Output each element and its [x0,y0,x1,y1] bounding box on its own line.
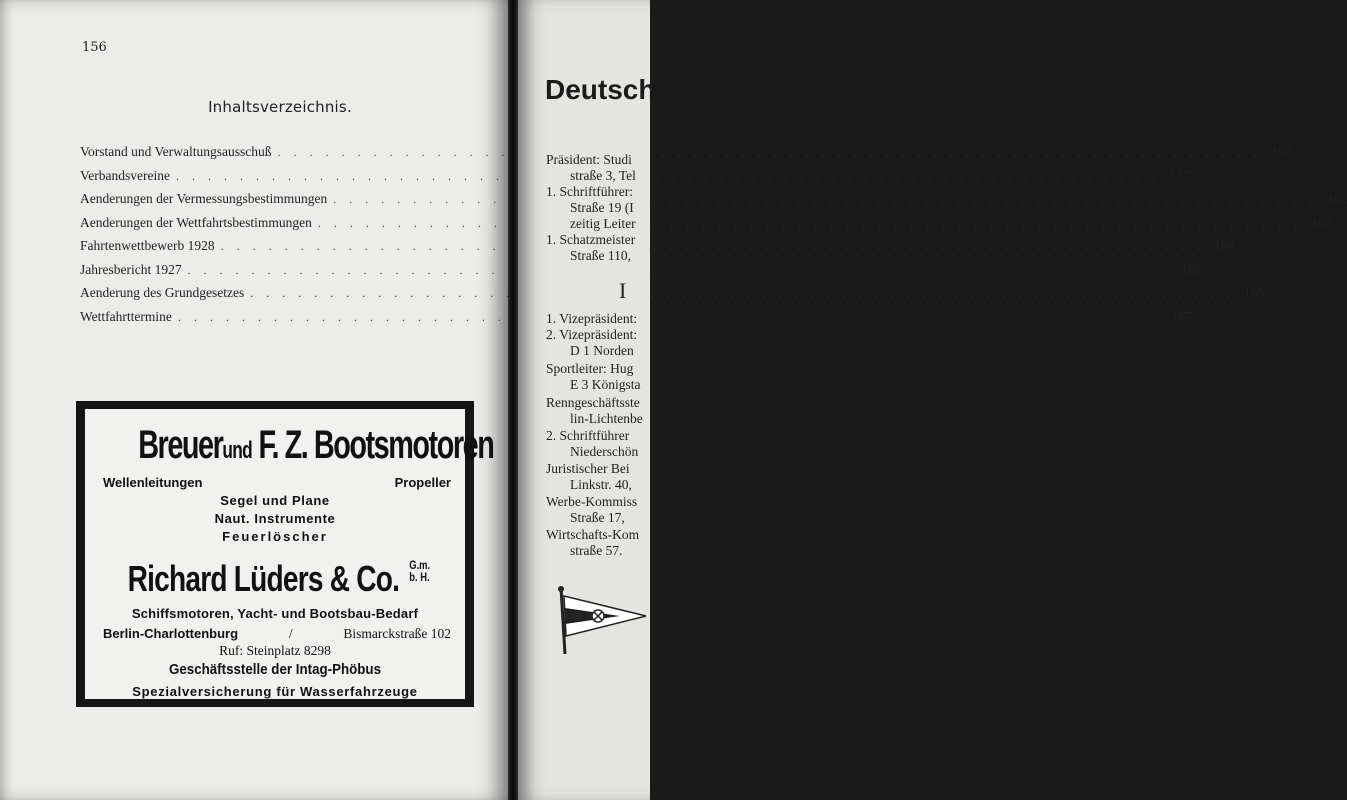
toc-entry-page: 167 [1171,308,1192,324]
right-page [518,0,672,800]
right-page-line: 1. Schatzmeister [546,232,636,247]
right-page-line: Sportleiter: Hug [546,361,634,376]
right-page-section-letter: I [619,278,627,303]
ad-gmbh-bottom: b. H. [409,570,430,584]
ad-headline-und: und [222,437,252,464]
advertisement-box [76,401,494,707]
toc-entry-page: 166 [1243,285,1265,300]
toc-title: Inhaltsverzeichnis. [208,98,352,116]
ad-feuer-line: Feuerlöscher [222,529,328,544]
ad-propeller: Propeller [394,475,451,490]
toc-entry-title: Vorstand und Verwaltungsausschuß [80,144,272,159]
ad-office: Geschäftsstelle der Intag-Phöbus [168,662,382,678]
toc-entry-title: Verbandsvereine [80,167,170,183]
toc-leader-dots [318,216,1302,231]
right-page-line: zeitig Leiter [570,216,636,231]
right-page-line: 2. Vizepräsident: [546,327,638,342]
right-page-line: 2. Schriftführer [546,428,630,443]
right-page-line: Straße 19 (I [570,200,634,215]
ad-address [103,626,451,642]
toc-entry[interactable] [80,285,1265,309]
right-page-line: D 1 Norden [570,343,634,358]
ad-phone: Ruf: Steinplatz 8298 [219,643,331,658]
toc-entry-page: 157 [1271,144,1292,159]
ad-city: Berlin-Charlottenburg [103,626,239,641]
toc-entry[interactable] [80,261,1202,286]
right-page-line: Werbe-Kommiss [546,494,638,509]
ad-street: Bismarckstraße 102 [343,626,451,641]
right-page-line: Straße 17, [570,510,625,525]
toc-entry-title: Fahrtenwettbewerb 1928 [80,238,215,253]
book-gutter [508,0,518,800]
right-page-line: Niederschön [570,444,639,459]
right-page-line: Renngeschäftsste [546,395,640,410]
right-page-line: Wirtschafts-Kom [546,527,640,542]
page-number: 156 [82,40,107,55]
toc-entry-page: 165 [1181,261,1202,277]
right-page-line: E 3 Königsta [570,377,641,392]
ad-company-name [85,559,465,599]
toc-entry-page: 164 [1214,238,1235,253]
ad-separator: / [288,626,293,641]
ad-segel-line: Segel und Plane [220,493,330,508]
toc-leader-dots [176,169,1160,184]
right-page-line: Linkstr. 40, [570,477,632,492]
toc-entry-page: 163 [1311,214,1332,230]
toc-entry-title: Aenderungen der Wettfahrtsbestimmungen [80,214,312,230]
pennant-flag-icon [554,586,650,656]
toc-entry-title: Jahresbericht 1927 [80,261,182,277]
right-page-line: lin-Lichtenbe [570,411,643,426]
toc-leader-dots [250,286,1234,301]
ad-company-text: Richard Lüders & Co. [127,558,400,599]
right-page-line: Präsident: Studi [546,152,632,167]
right-page-line: straße 57. [570,543,623,558]
right-page-line: 1. Vizepräsident: [546,311,638,326]
toc-leader-dots [178,310,1162,325]
ad-wellenleitungen: Wellenleitungen [103,475,203,490]
ad-gmbh [409,559,430,583]
toc-leader-dots [221,239,1205,254]
toc-entry-page: 157 [1169,167,1190,183]
ad-headline [138,423,494,473]
toc-leader-dots [333,192,1317,207]
right-page-line: 1. Schriftführer: [546,184,633,199]
ad-naut-line: Naut. Instrumente [214,511,336,526]
toc-entry-page: 162 [1326,191,1347,206]
ad-gmbh-top: G.m. [409,558,431,572]
toc-entry-title: Wettfahrttermine [80,308,172,324]
ad-products-line: Schiffsmotoren, Yacht- und Bootsbau-Bedarf [131,606,419,621]
toc-leader-dots [278,145,1262,160]
ad-products-row [103,475,451,490]
right-page-line: straße 3, Tel [570,168,636,183]
advertisement-inner-frame [84,408,494,700]
right-page-heading: Deutsche [545,74,672,105]
ad-headline-bootsmotoren: F. Z. Bootsmotoren [258,423,494,467]
right-page-line: Juristischer Bei [546,461,630,476]
ad-insurance: Spezialversicherung für Wasserfahrzeuge [132,684,418,699]
ad-headline-breuer: Breuer [138,423,223,467]
toc-entry-title: Aenderung des Grundgesetzes [80,285,245,300]
right-page-line: Straße 110, [570,248,631,263]
toc-entry-title: Aenderungen der Vermessungsbestimmungen [80,191,328,206]
toc-leader-dots [188,263,1172,278]
